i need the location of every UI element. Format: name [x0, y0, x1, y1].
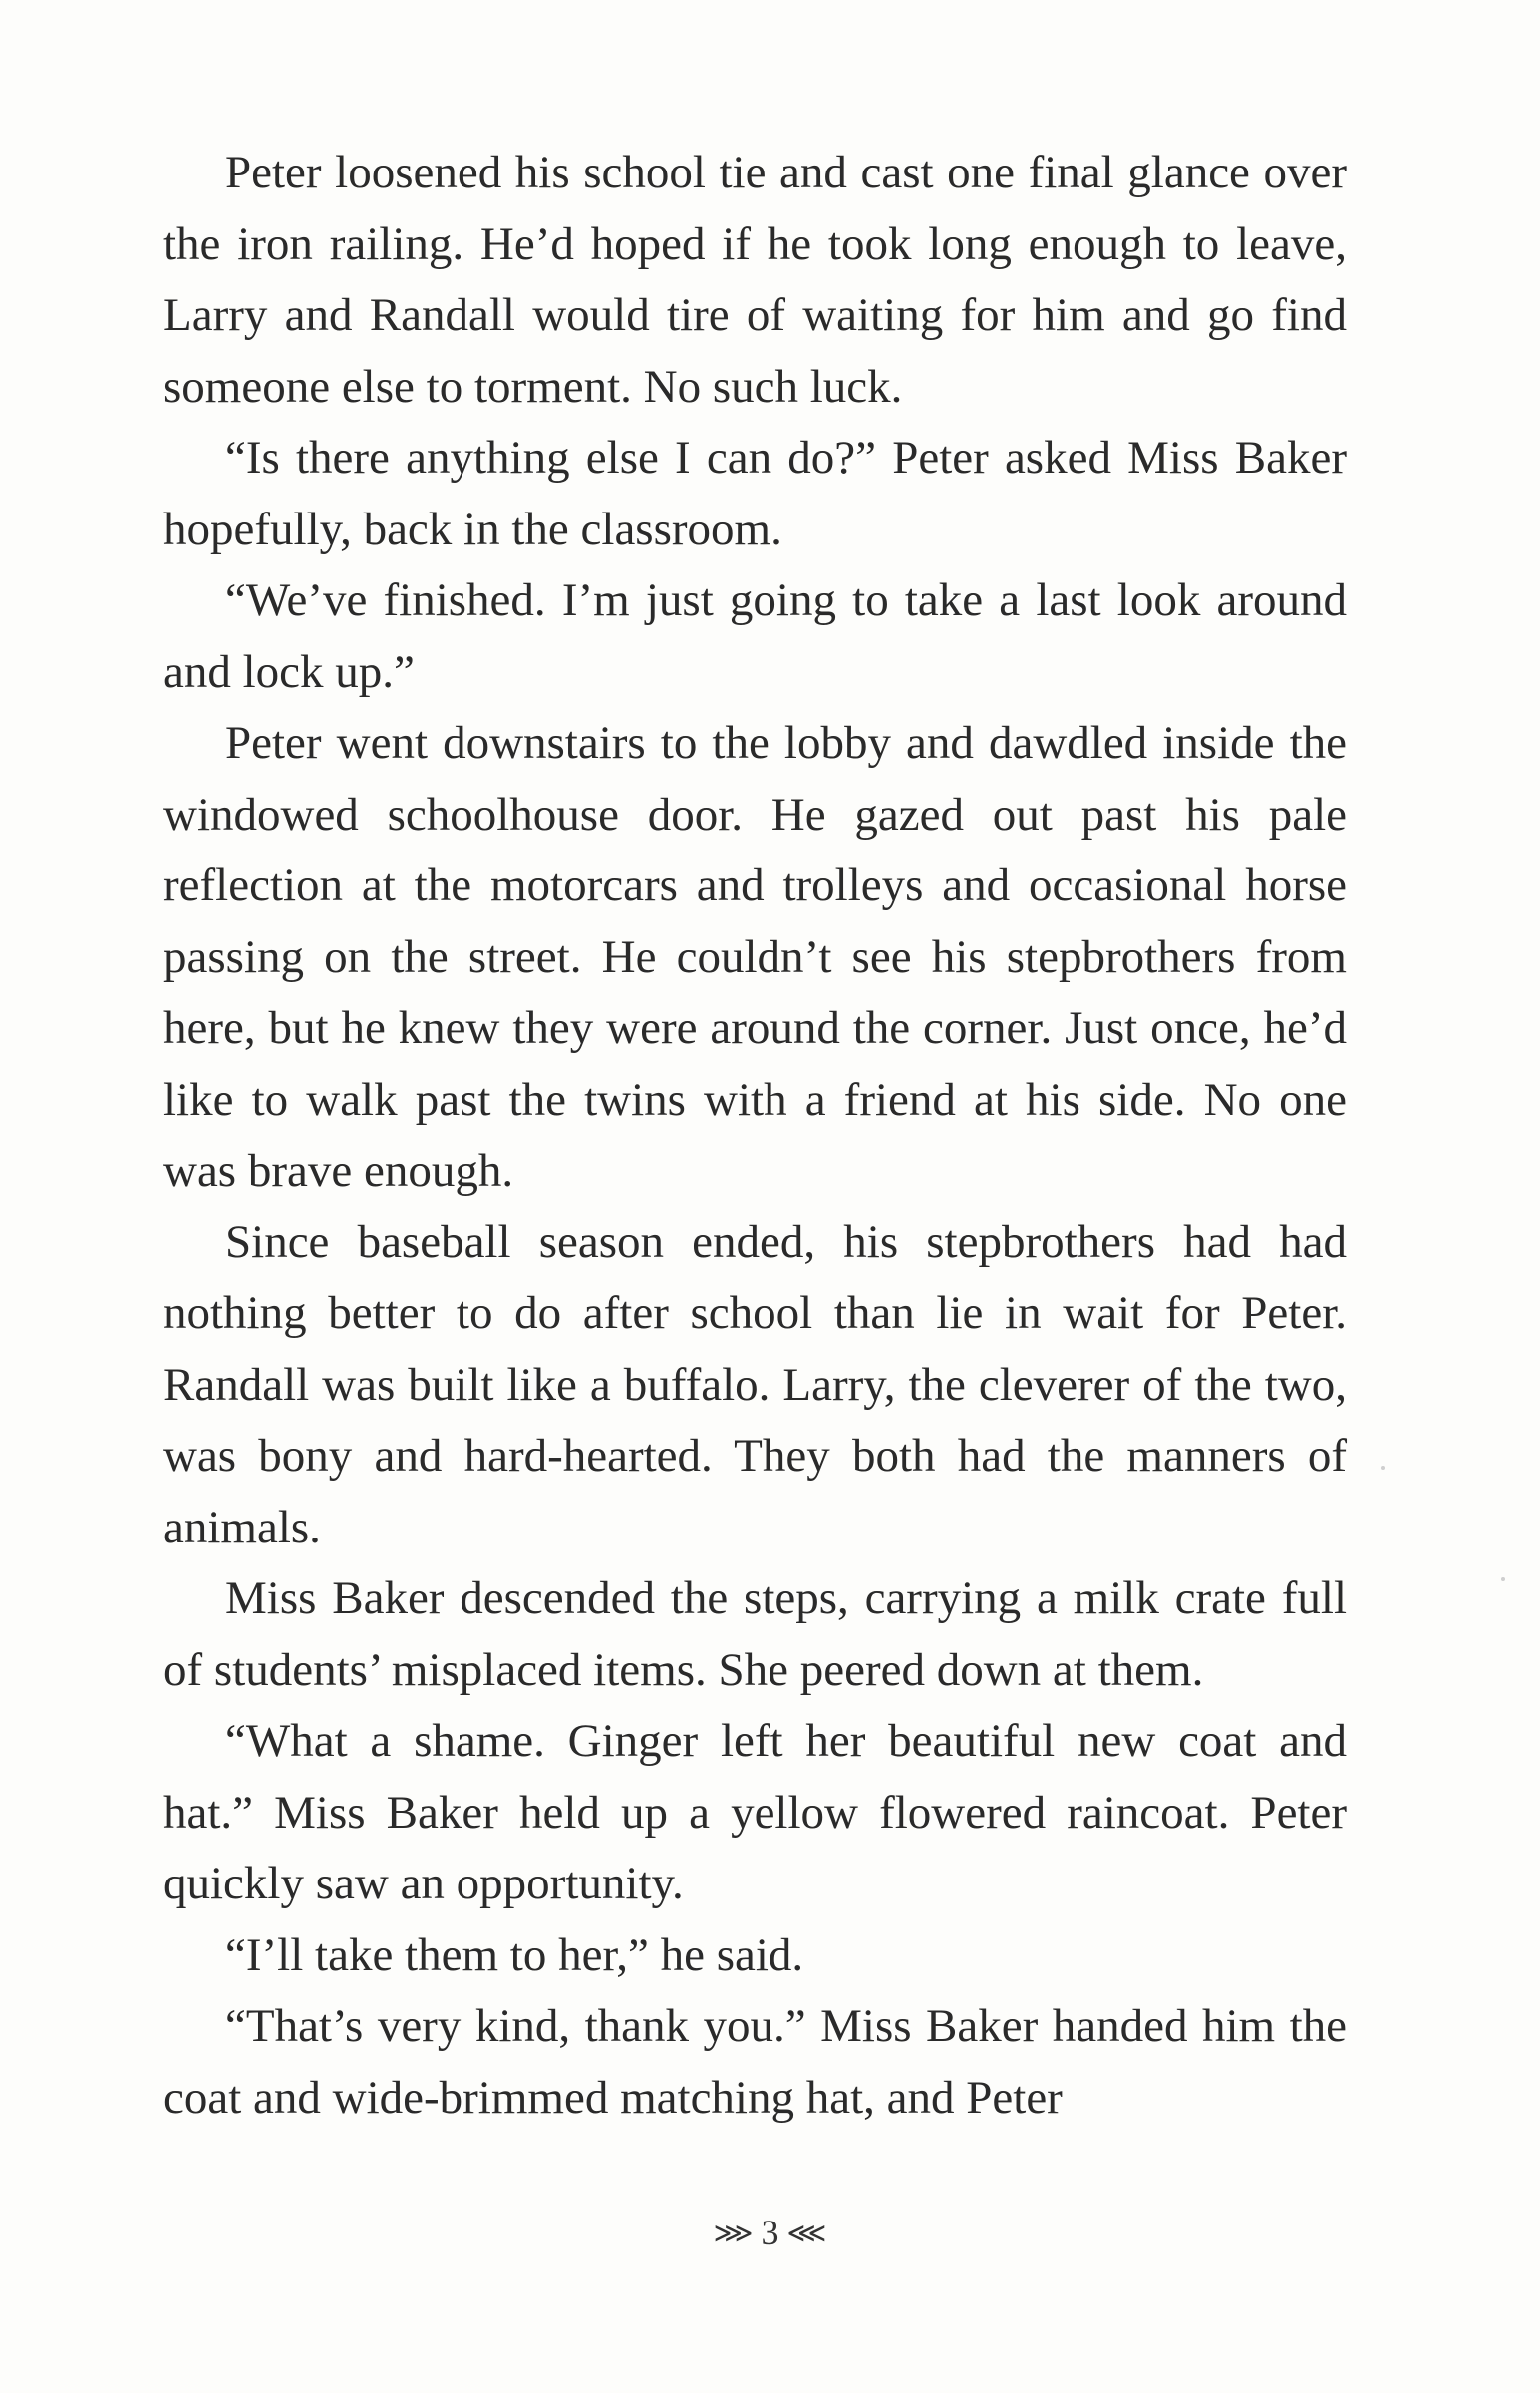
paragraph-1: Peter loosened his school tie and cast one final glance over the iron railing. He’d hoped if he took long enough to leave, Larry and Randall would tire of waiting for him and go find someone else to torment. No such luck.	[163, 147, 1347, 413]
paper-speck	[1381, 1466, 1385, 1470]
paragraph-5: Since baseball season ended, his stepbrothers had had nothing better to do after school than lie in wait for Peter. Randall was built like a buffalo. Larry, the cleverer of the two, was bony and hard-hearted. They both had the manners of animals.	[163, 1215, 1347, 1553]
paper-speck	[1501, 1577, 1505, 1581]
paragraph-4: Peter went downstairs to the lobby and dawdled inside the windowed schoolhouse door. He gazed out past his pale reflection at the motorcars and trolleys and occasional horse passing on the street. He couldn’t see his stepbrothers from here, but he knew they were around the corner. Just once, he’d like to walk past the twins with a friend at his side. No one was brave enough.	[163, 717, 1347, 1196]
paragraph-6: Miss Baker descended the steps, carrying a milk crate full of students’ misplaced items. She peered down at them.	[163, 1572, 1347, 1696]
paragraph-3: “We’ve finished. I’m just going to take a last look around and lock up.”	[163, 574, 1347, 698]
paragraph-8: “I’ll take them to her,” he said.	[225, 1928, 804, 1981]
page-number: 3	[761, 2213, 779, 2252]
paragraph-9: “That’s very kind, thank you.” Miss Baker handed him the coat and wide-brimmed matching hat, and Peter	[163, 2000, 1347, 2124]
body-text	[163, 138, 1347, 2134]
page-number-footer	[0, 2212, 1540, 2253]
right-ornament-icon: ⋘	[786, 2219, 827, 2249]
paragraph-2: “Is there anything else I can do?” Peter asked Miss Baker hopefully, back in the classroom.	[163, 432, 1347, 555]
paragraph-7: “What a shame. Ginger left her beautiful new coat and hat.” Miss Baker held up a yellow flowered raincoat. Peter quickly saw an opportunity.	[163, 1715, 1347, 1909]
left-ornament-icon: ⋙	[713, 2219, 754, 2249]
